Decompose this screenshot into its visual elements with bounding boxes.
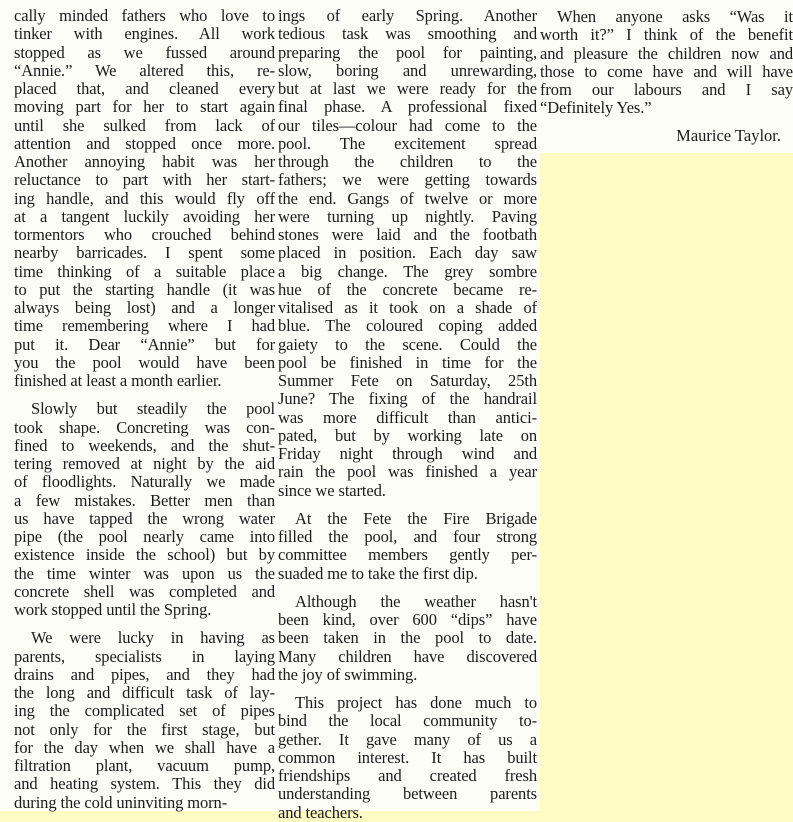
- text-line: committee members gently per-: [278, 546, 537, 565]
- text-line: time thinking of a suitable place: [14, 262, 275, 281]
- text-line: placed in position. Each day saw: [278, 244, 537, 263]
- text-line: gether. It gave many of us a: [278, 730, 537, 749]
- text-line: work stopped until the Spring.: [14, 601, 212, 619]
- text-line: fined to weekends, and the shut-: [14, 436, 275, 455]
- text-line: always being lost) and a longer: [14, 299, 275, 317]
- text-line: existence inside the school) but by: [14, 546, 275, 565]
- text-line: stopped as we fussed around: [14, 43, 275, 62]
- author-signature: Maurice Taylor.: [676, 125, 781, 145]
- text-line: pipe (the pool nearly came into: [14, 528, 275, 546]
- text-line: tering removed at night by the aid: [14, 455, 275, 473]
- text-line: understanding between parents: [278, 785, 537, 804]
- paragraph: [14, 629, 275, 812]
- text-line: and heating system. This they did: [14, 775, 275, 794]
- text-line: fathers; we were getting towards: [278, 171, 537, 190]
- text-line: a few mistakes. Better men than: [14, 491, 275, 510]
- paragraph-gap: [278, 500, 537, 510]
- text-line: until she sulked from lack of: [14, 116, 275, 135]
- text-line: since we started.: [278, 481, 386, 500]
- text-line: pool be finished in time for the: [278, 353, 537, 372]
- text-line: attention and stopped once more.: [14, 134, 275, 153]
- text-line: you the pool would have been: [14, 353, 275, 372]
- text-line: slow, boring and unrewarding,: [278, 61, 537, 80]
- text-line: concrete shell was completed and: [14, 582, 275, 601]
- text-line: from our labours and I say: [540, 80, 793, 99]
- text-line: placed that, and cleaned every: [14, 80, 275, 98]
- text-line: ings of early Spring. Another: [278, 7, 537, 25]
- paragraph-gap: [14, 390, 275, 400]
- text-line: reluctance to part with her start-: [14, 171, 275, 190]
- text-line: at a tangent luckily avoiding her: [14, 207, 275, 226]
- text-line: those to come have and will have: [540, 61, 793, 81]
- text-line: ing the complicated set of pipes: [14, 702, 275, 721]
- text-line: to put the starting handle (it was: [14, 280, 275, 299]
- text-line: Many children have discovered: [278, 647, 537, 666]
- text-line: This project has done much to: [295, 694, 537, 712]
- text-line: been taken in the pool to date.: [278, 629, 537, 648]
- text-line: but at last we were ready for the: [278, 80, 537, 98]
- background-blank-area: [540, 153, 793, 811]
- text-line: tedious task was smoothing and: [278, 25, 537, 44]
- text-line: Summer Fete on Saturday, 25th: [278, 372, 537, 390]
- article-column-2: [278, 7, 537, 822]
- text-line: not only for the first stage, but: [14, 720, 275, 739]
- text-line: “Annie.” We altered this, re-: [14, 61, 275, 80]
- paragraph-gap: [278, 684, 537, 694]
- paragraph: [278, 7, 537, 500]
- article-column-3: [540, 8, 793, 145]
- text-line: filled the pool, and four strong: [278, 528, 537, 546]
- text-line: ing handle, and this would fly off: [14, 189, 275, 208]
- text-line: blue. The coloured coping added: [278, 317, 537, 336]
- paragraph: [278, 510, 537, 583]
- text-line: Although the weather hasn't: [295, 592, 537, 611]
- text-line: put it. Dear “Annie” but for: [14, 335, 275, 354]
- text-line: At the Fete the Fire Brigade: [295, 509, 537, 528]
- text-line: was more difficult than antici-: [278, 408, 537, 427]
- text-line: during the cold uninviting morn-: [14, 793, 228, 812]
- text-line: stones were laid and the footbath: [278, 226, 537, 244]
- text-line: through the children to the: [278, 153, 537, 171]
- paragraph: [540, 8, 793, 118]
- text-line: gaiety to the scene. Could the: [278, 335, 537, 354]
- text-line: Another annoying habit was her: [14, 153, 275, 171]
- text-line: friendships and created fresh: [278, 767, 537, 785]
- text-line: pated, but by working late on: [278, 426, 537, 445]
- text-line: been kind, over 600 “dips” have: [278, 611, 537, 629]
- text-line: drains and pipes, and they had: [14, 665, 275, 684]
- text-line: “Definitely Yes.”: [540, 98, 652, 118]
- text-line: worth it?” I think of the benefit: [540, 25, 793, 45]
- text-line: were turning up nightly. Paving: [278, 207, 537, 226]
- text-line: June? The fixing of the handrail: [278, 390, 537, 409]
- text-line: Slowly but steadily the pool: [31, 400, 275, 419]
- text-line: finished at least a month earlier.: [14, 372, 222, 390]
- text-line: moving part for her to start again: [14, 98, 275, 117]
- text-line: a big change. The grey sombre: [278, 262, 537, 281]
- text-line: suaded me to take the first dip.: [278, 564, 478, 583]
- article-column-1: [14, 7, 275, 812]
- text-line: vitalised as it took on a shade of: [278, 299, 537, 317]
- paragraph: [14, 400, 275, 619]
- paragraph: [278, 694, 537, 822]
- text-line: the joy of swimming.: [278, 665, 418, 684]
- text-line: time remembering where I had: [14, 317, 275, 336]
- text-line: took shape. Concreting was con-: [14, 418, 275, 437]
- text-line: We were lucky in having as: [31, 629, 275, 648]
- text-line: nearby barricades. I spent some: [14, 244, 275, 263]
- text-line: filtration plant, vacuum pump,: [14, 757, 275, 775]
- text-line: tormentors who crouched behind: [14, 226, 275, 244]
- text-line: of floodlights. Naturally we made: [14, 473, 275, 492]
- paragraph-gap: [14, 619, 275, 629]
- text-line: final phase. A professional fixed: [278, 98, 537, 117]
- text-line: tinker with engines. All work: [14, 25, 275, 44]
- text-line: the end. Gangs of twelve or more: [278, 189, 537, 208]
- text-line: the long and difficult task of lay-: [14, 684, 275, 702]
- text-line: pool. The excitement spread: [278, 134, 537, 153]
- text-line: common interest. It has built: [278, 748, 537, 767]
- text-line: us have tapped the wrong water: [14, 509, 275, 528]
- text-line: Friday night through wind and: [278, 445, 537, 463]
- text-line: for the day when we shall have a: [14, 738, 275, 757]
- text-line: and teachers.: [278, 803, 363, 822]
- text-line: the time winter was upon us the: [14, 564, 275, 583]
- text-line: bind the local community to-: [278, 712, 537, 731]
- text-line: our tiles—colour had come to the: [278, 116, 537, 135]
- text-line: parents, specialists in laying: [14, 647, 275, 666]
- text-line: cally minded fathers who love to: [14, 7, 275, 25]
- paragraph: [278, 593, 537, 684]
- text-line: preparing the pool for painting,: [278, 43, 537, 62]
- paragraph: [14, 7, 275, 390]
- text-line: hue of the concrete became re-: [278, 280, 537, 299]
- text-line: When anyone asks “Was it: [557, 8, 793, 26]
- text-line: and pleasure the children now and: [540, 43, 793, 63]
- text-line: rain the pool was finished a year: [278, 463, 537, 482]
- paragraph-gap: [278, 583, 537, 593]
